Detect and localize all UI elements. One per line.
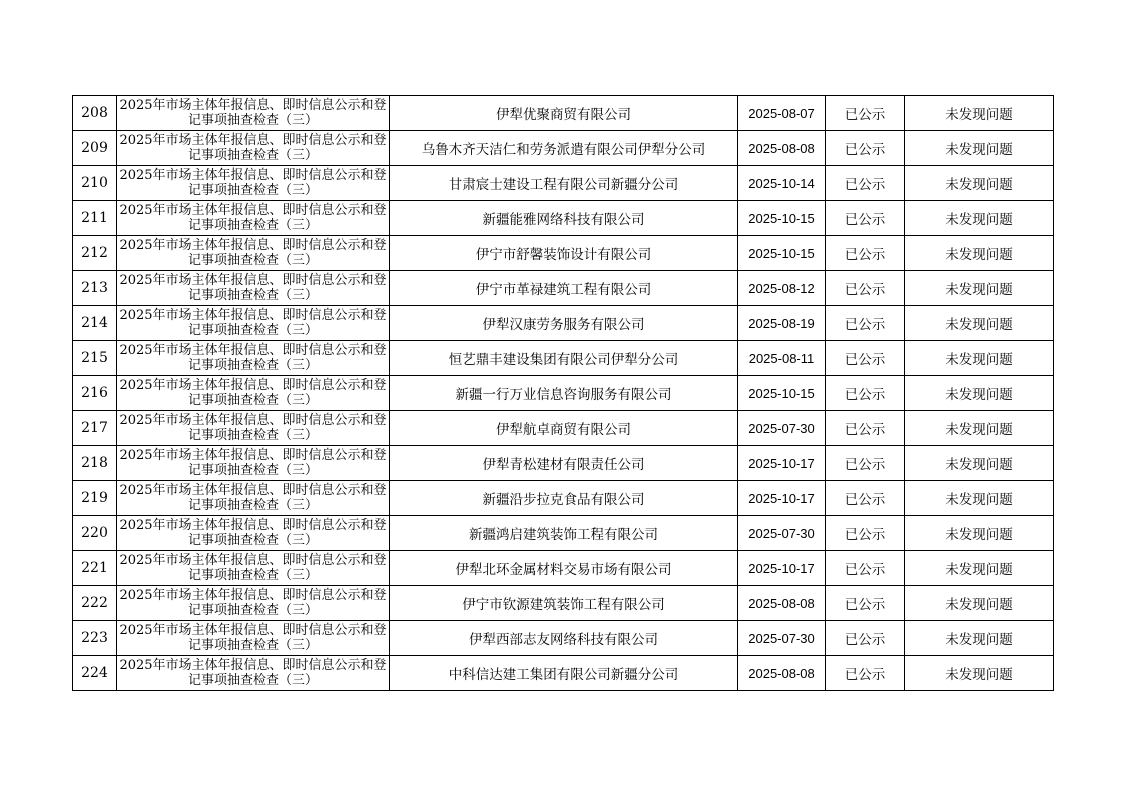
task-name-cell xyxy=(117,236,390,271)
task-name-line-2: 记事项抽查检查（三） xyxy=(187,358,318,373)
task-name-line-1: 2025年市场主体年报信息、即时信息公示和登 xyxy=(119,623,387,638)
inspection-result: 未发现问题 xyxy=(905,481,1054,516)
task-name-line-2: 记事项抽查检查（三） xyxy=(187,253,318,268)
publication-status: 已公示 xyxy=(826,376,905,411)
task-name-cell xyxy=(117,306,390,341)
task-name-line-1: 2025年市场主体年报信息、即时信息公示和登 xyxy=(119,378,387,393)
task-name-cell xyxy=(117,96,390,131)
task-name-cell xyxy=(117,131,390,166)
inspection-result: 未发现问题 xyxy=(905,201,1054,236)
inspection-date: 2025-10-17 xyxy=(738,446,826,481)
inspection-date: 2025-10-15 xyxy=(738,201,826,236)
task-name-line-1: 2025年市场主体年报信息、即时信息公示和登 xyxy=(119,238,387,253)
inspection-date: 2025-07-30 xyxy=(738,621,826,656)
inspection-result: 未发现问题 xyxy=(905,376,1054,411)
task-name-cell xyxy=(117,656,390,691)
company-name: 甘肃宸士建设工程有限公司新疆分公司 xyxy=(390,166,738,201)
task-name-cell xyxy=(117,166,390,201)
row-number: 213 xyxy=(73,271,117,306)
row-number: 217 xyxy=(73,411,117,446)
row-number: 210 xyxy=(73,166,117,201)
row-number: 221 xyxy=(73,551,117,586)
inspection-date: 2025-08-08 xyxy=(738,656,826,691)
task-name-line-1: 2025年市场主体年报信息、即时信息公示和登 xyxy=(119,168,387,183)
task-name-line-1: 2025年市场主体年报信息、即时信息公示和登 xyxy=(119,588,387,603)
inspection-result: 未发现问题 xyxy=(905,96,1054,131)
task-name-cell xyxy=(117,551,390,586)
publication-status: 已公示 xyxy=(826,586,905,621)
row-number: 222 xyxy=(73,586,117,621)
table-row xyxy=(73,516,1054,551)
company-name: 新疆沿步拉克食品有限公司 xyxy=(390,481,738,516)
task-name-line-2: 记事项抽查检查（三） xyxy=(187,568,318,583)
inspection-date: 2025-10-14 xyxy=(738,166,826,201)
company-name: 伊犁西部志友网络科技有限公司 xyxy=(390,621,738,656)
task-name-cell xyxy=(117,621,390,656)
task-name-cell xyxy=(117,201,390,236)
inspection-result: 未发现问题 xyxy=(905,271,1054,306)
task-name-line-2: 记事项抽查检查（三） xyxy=(187,428,318,443)
task-name-line-2: 记事项抽查检查（三） xyxy=(187,183,318,198)
table-row xyxy=(73,376,1054,411)
task-name-cell xyxy=(117,271,390,306)
company-name: 伊宁市舒馨装饰设计有限公司 xyxy=(390,236,738,271)
task-name-cell xyxy=(117,586,390,621)
table-row xyxy=(73,201,1054,236)
inspection-result: 未发现问题 xyxy=(905,131,1054,166)
inspection-result: 未发现问题 xyxy=(905,411,1054,446)
table-row xyxy=(73,411,1054,446)
inspection-result: 未发现问题 xyxy=(905,446,1054,481)
publication-status: 已公示 xyxy=(826,411,905,446)
task-name-cell xyxy=(117,446,390,481)
row-number: 211 xyxy=(73,201,117,236)
publication-status: 已公示 xyxy=(826,446,905,481)
company-name: 新疆鸿启建筑装饰工程有限公司 xyxy=(390,516,738,551)
task-name-line-2: 记事项抽查检查（三） xyxy=(187,113,318,128)
table-row xyxy=(73,96,1054,131)
inspection-result: 未发现问题 xyxy=(905,621,1054,656)
inspection-date: 2025-10-15 xyxy=(738,376,826,411)
task-name-cell xyxy=(117,341,390,376)
inspection-date: 2025-10-17 xyxy=(738,551,826,586)
publication-status: 已公示 xyxy=(826,656,905,691)
task-name-line-2: 记事项抽查检查（三） xyxy=(187,463,318,478)
task-name-line-2: 记事项抽查检查（三） xyxy=(187,218,318,233)
inspection-result: 未发现问题 xyxy=(905,586,1054,621)
task-name-line-2: 记事项抽查检查（三） xyxy=(187,638,318,653)
publication-status: 已公示 xyxy=(826,551,905,586)
task-name-line-2: 记事项抽查检查（三） xyxy=(187,393,318,408)
row-number: 208 xyxy=(73,96,117,131)
company-name: 伊宁市钦源建筑装饰工程有限公司 xyxy=(390,586,738,621)
task-name-line-1: 2025年市场主体年报信息、即时信息公示和登 xyxy=(119,343,387,358)
row-number: 209 xyxy=(73,131,117,166)
inspection-result: 未发现问题 xyxy=(905,341,1054,376)
inspection-result: 未发现问题 xyxy=(905,551,1054,586)
publication-status: 已公示 xyxy=(826,621,905,656)
table-row xyxy=(73,446,1054,481)
task-name-line-2: 记事项抽查检查（三） xyxy=(187,288,318,303)
inspection-date: 2025-08-11 xyxy=(738,341,826,376)
table-row xyxy=(73,551,1054,586)
task-name-line-2: 记事项抽查检查（三） xyxy=(187,533,318,548)
inspection-date: 2025-08-08 xyxy=(738,131,826,166)
task-name-cell xyxy=(117,376,390,411)
row-number: 212 xyxy=(73,236,117,271)
company-name: 伊宁市革禄建筑工程有限公司 xyxy=(390,271,738,306)
table-row xyxy=(73,166,1054,201)
row-number: 220 xyxy=(73,516,117,551)
table-row xyxy=(73,306,1054,341)
company-name: 中科信达建工集团有限公司新疆分公司 xyxy=(390,656,738,691)
table-row xyxy=(73,481,1054,516)
task-name-line-1: 2025年市场主体年报信息、即时信息公示和登 xyxy=(119,133,387,148)
table-row xyxy=(73,236,1054,271)
table-row xyxy=(73,131,1054,166)
publication-status: 已公示 xyxy=(826,516,905,551)
table-row xyxy=(73,586,1054,621)
publication-status: 已公示 xyxy=(826,201,905,236)
task-name-line-2: 记事项抽查检查（三） xyxy=(187,603,318,618)
publication-status: 已公示 xyxy=(826,131,905,166)
task-name-line-2: 记事项抽查检查（三） xyxy=(187,673,318,688)
task-name-line-2: 记事项抽查检查（三） xyxy=(187,498,318,513)
publication-status: 已公示 xyxy=(826,306,905,341)
inspection-date: 2025-07-30 xyxy=(738,411,826,446)
inspection-results-table xyxy=(72,95,1054,691)
publication-status: 已公示 xyxy=(826,271,905,306)
task-name-line-1: 2025年市场主体年报信息、即时信息公示和登 xyxy=(119,658,387,673)
inspection-date: 2025-10-17 xyxy=(738,481,826,516)
company-name: 恒艺鼎丰建设集团有限公司伊犁分公司 xyxy=(390,341,738,376)
task-name-line-1: 2025年市场主体年报信息、即时信息公示和登 xyxy=(119,98,387,113)
task-name-cell xyxy=(117,516,390,551)
row-number: 219 xyxy=(73,481,117,516)
company-name: 新疆一行万业信息咨询服务有限公司 xyxy=(390,376,738,411)
publication-status: 已公示 xyxy=(826,341,905,376)
task-name-line-1: 2025年市场主体年报信息、即时信息公示和登 xyxy=(119,553,387,568)
table-body xyxy=(73,96,1054,691)
task-name-line-1: 2025年市场主体年报信息、即时信息公示和登 xyxy=(119,413,387,428)
company-name: 伊犁航卓商贸有限公司 xyxy=(390,411,738,446)
inspection-result: 未发现问题 xyxy=(905,656,1054,691)
publication-status: 已公示 xyxy=(826,236,905,271)
row-number: 215 xyxy=(73,341,117,376)
row-number: 223 xyxy=(73,621,117,656)
task-name-line-1: 2025年市场主体年报信息、即时信息公示和登 xyxy=(119,448,387,463)
row-number: 216 xyxy=(73,376,117,411)
row-number: 224 xyxy=(73,656,117,691)
task-name-line-1: 2025年市场主体年报信息、即时信息公示和登 xyxy=(119,203,387,218)
company-name: 乌鲁木齐天洁仁和劳务派遣有限公司伊犁分公司 xyxy=(390,131,738,166)
table-row xyxy=(73,621,1054,656)
publication-status: 已公示 xyxy=(826,481,905,516)
inspection-result: 未发现问题 xyxy=(905,166,1054,201)
company-name: 伊犁青松建材有限责任公司 xyxy=(390,446,738,481)
row-number: 214 xyxy=(73,306,117,341)
inspection-date: 2025-08-19 xyxy=(738,306,826,341)
task-name-line-1: 2025年市场主体年报信息、即时信息公示和登 xyxy=(119,518,387,533)
task-name-line-1: 2025年市场主体年报信息、即时信息公示和登 xyxy=(119,483,387,498)
table-row xyxy=(73,656,1054,691)
inspection-date: 2025-07-30 xyxy=(738,516,826,551)
inspection-date: 2025-08-07 xyxy=(738,96,826,131)
task-name-cell xyxy=(117,481,390,516)
company-name: 伊犁优聚商贸有限公司 xyxy=(390,96,738,131)
inspection-date: 2025-08-08 xyxy=(738,586,826,621)
company-name: 伊犁北环金属材料交易市场有限公司 xyxy=(390,551,738,586)
company-name: 伊犁汉康劳务服务有限公司 xyxy=(390,306,738,341)
inspection-result: 未发现问题 xyxy=(905,236,1054,271)
inspection-date: 2025-10-15 xyxy=(738,236,826,271)
row-number: 218 xyxy=(73,446,117,481)
task-name-line-2: 记事项抽查检查（三） xyxy=(187,323,318,338)
inspection-result: 未发现问题 xyxy=(905,516,1054,551)
task-name-line-1: 2025年市场主体年报信息、即时信息公示和登 xyxy=(119,273,387,288)
task-name-cell xyxy=(117,411,390,446)
table-row xyxy=(73,271,1054,306)
publication-status: 已公示 xyxy=(826,166,905,201)
task-name-line-1: 2025年市场主体年报信息、即时信息公示和登 xyxy=(119,308,387,323)
inspection-date: 2025-08-12 xyxy=(738,271,826,306)
publication-status: 已公示 xyxy=(826,96,905,131)
inspection-result: 未发现问题 xyxy=(905,306,1054,341)
table-row xyxy=(73,341,1054,376)
task-name-line-2: 记事项抽查检查（三） xyxy=(187,148,318,163)
company-name: 新疆能雅网络科技有限公司 xyxy=(390,201,738,236)
